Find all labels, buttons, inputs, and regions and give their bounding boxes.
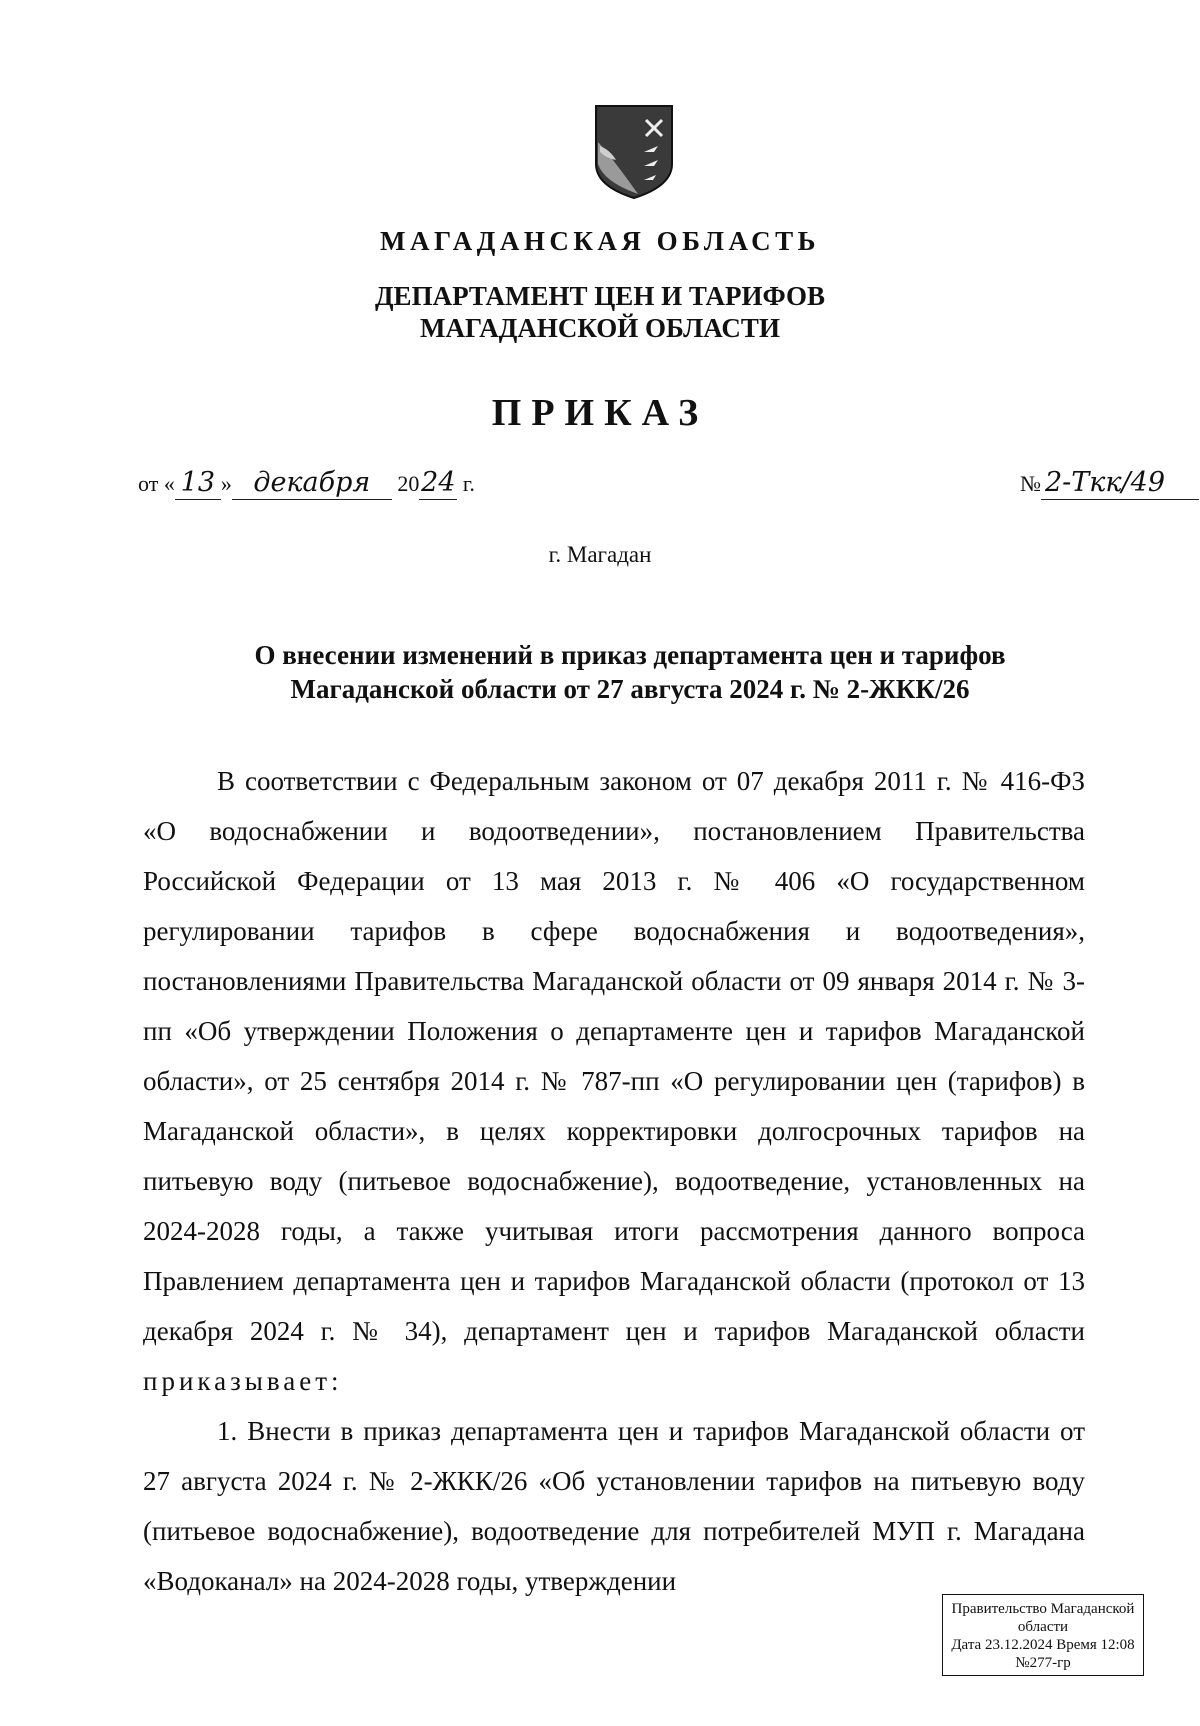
region-name: МАГАДАНСКАЯ ОБЛАСТЬ xyxy=(380,226,820,256)
order-number-handwritten: 2-Ткк/49 xyxy=(1041,467,1199,500)
preamble-text: В соответствии с Федеральным законом от 07 декабря 2011 г. № 416-ФЗ «О водоснабжении и водоотведении», постановлением Правительства Российской Федерации от 13 мая 2013 г. № 406 «О государственном регулировании тарифов в сфере водоснабжения и водоотведения», постановлениями Правительства Магаданской области от 09 января 2014 г. № 3-пп «Об утверждении Положения о департаменте цен и тарифов Магаданской области», от 25 сентября 2014 г. № 787-пп «О регулировании цен (тарифов) в Магаданской области», в целях корректировки долгосрочных тарифов на питьевую воду (питьевое водоснабжение), водоотведение, установленных на 2024-2028 годы, а также учитывая итоги рассмотрения данного вопроса Правлением департамента цен и тарифов Магаданской области (протокол от 13 декабря 2024 г. № 34), департамент цен и тарифов Магаданской области xyxy=(143,766,1085,1346)
order-body xyxy=(143,756,1085,1606)
document-type-heading: ПРИКАЗ xyxy=(491,392,709,434)
date-mid: » xyxy=(220,471,232,496)
stamp-line-4: №277-гр xyxy=(1015,1655,1071,1671)
date-prefix: от « xyxy=(138,471,175,496)
order-number xyxy=(1020,466,1199,502)
clause-1-paragraph: 1. Внести в приказ департамента цен и тарифов Магаданской области от 27 августа 2024 г. № 2-ЖКК/26 «Об установлении тарифов на питьевую воду (питьевое водоснабжение), водоотведение для потребителей МУП г. Магадана «Водоканал» на 2024-2028 годы, утверждении xyxy=(143,1416,1085,1596)
department-name-line-1: ДЕПАРТАМЕНТ ЦЕН И ТАРИФОВ xyxy=(374,281,826,311)
order-title-line-2: Магаданской области от 27 августа 2024 г. № 2-ЖКК/26 xyxy=(290,674,970,704)
preamble-paragraph xyxy=(143,756,1085,1406)
date-suffix: г. xyxy=(457,471,475,496)
number-sign: № xyxy=(1020,471,1041,496)
order-title xyxy=(150,638,1110,706)
date-year-handwritten: 24 xyxy=(421,467,456,498)
registration-stamp xyxy=(942,1594,1144,1676)
order-date xyxy=(138,466,475,502)
stamp-line-1: Правительство Магаданской xyxy=(951,1601,1135,1617)
date-year-prefix: 20 xyxy=(391,471,420,496)
orders-word: приказывает: xyxy=(143,1366,343,1396)
department-name xyxy=(0,280,1200,344)
coat-of-arms-emblem xyxy=(592,102,676,202)
date-day-handwritten: 13 xyxy=(175,467,221,500)
order-title-line-1: О внесении изменений в приказ департамента цен и тарифов xyxy=(254,640,1006,670)
city-name: г. Магадан xyxy=(548,542,652,567)
stamp-line-3: Дата 23.12.2024 Время 12:08 xyxy=(951,1637,1135,1653)
department-name-line-2: МАГАДАНСКОЙ ОБЛАСТИ xyxy=(420,313,780,343)
date-month-handwritten: декабря xyxy=(232,467,392,500)
stamp-line-2: области xyxy=(1017,1619,1069,1635)
